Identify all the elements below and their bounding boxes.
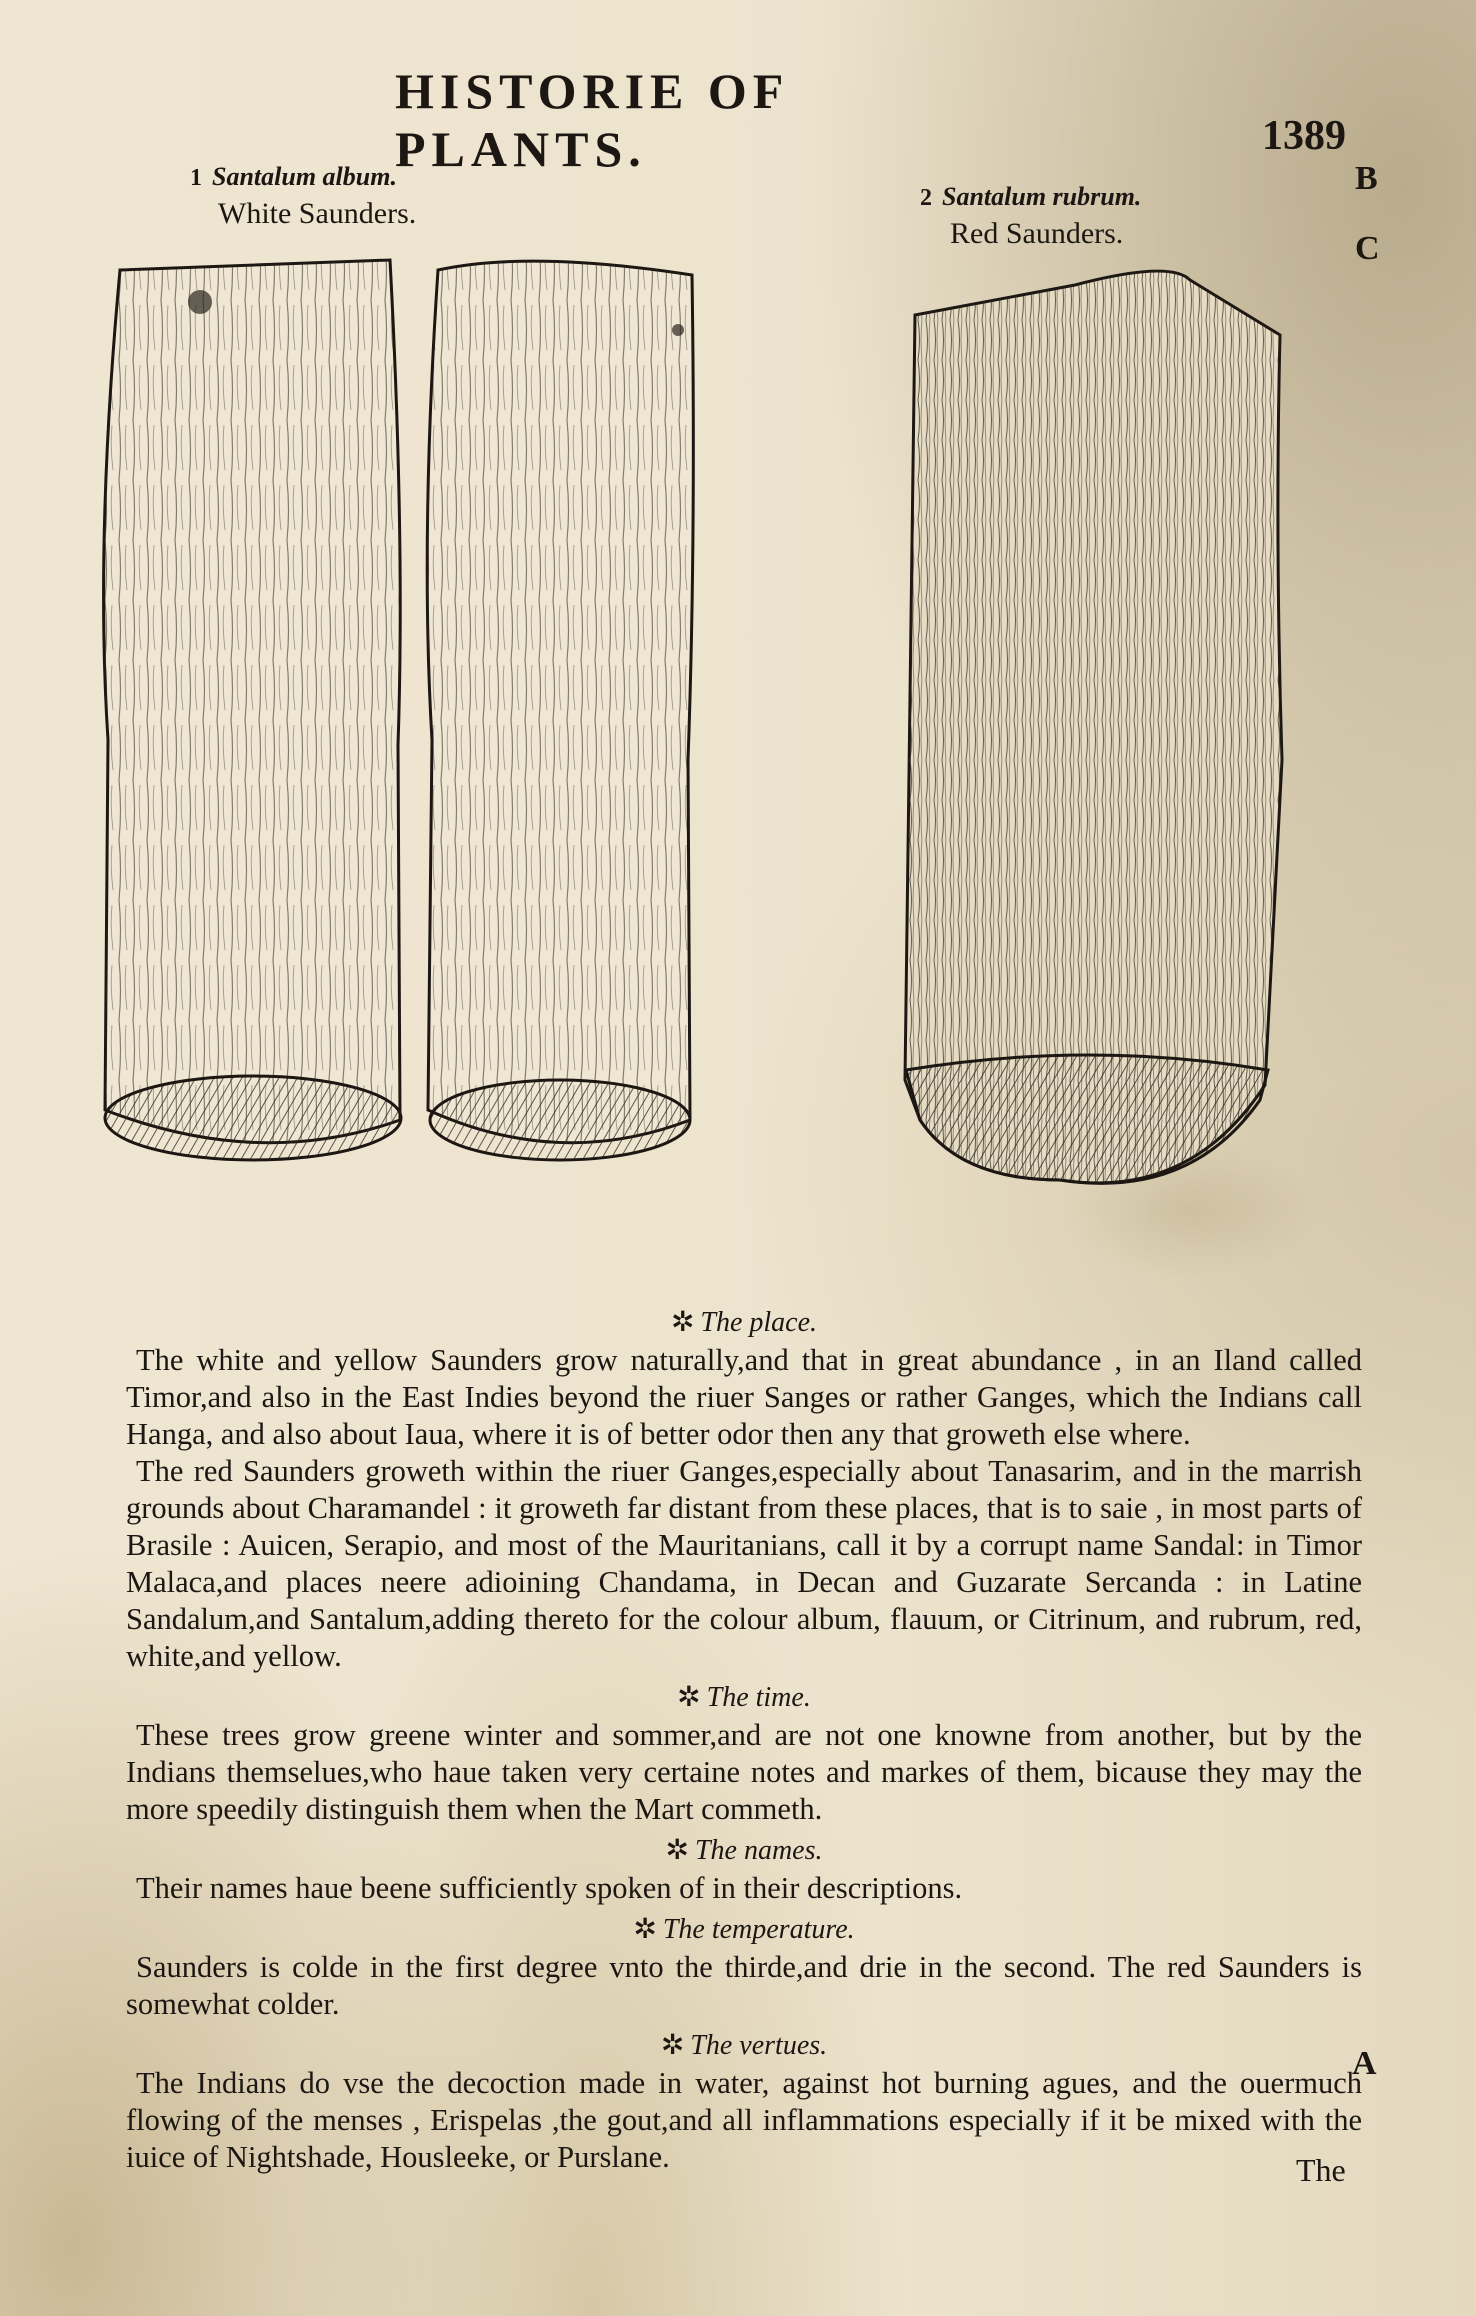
paragraph-place-1: The white and yellow Saunders grow naturally,and that in great abundance , in an Iland called Timor,and also in the East Indies beyond the riuer Sanges or rather Ganges, which the Indians call Hanga, and also about Iaua, where it is of better odor then any that groweth else where. (126, 1343, 1362, 1451)
heading-text: The place. (700, 1307, 818, 1338)
running-title: HISTORIE OF PLANTS. (395, 63, 788, 177)
figure-2-number: 2 (920, 185, 932, 211)
figure-1-latin-name: Santalum album. (212, 162, 397, 191)
paragraph-vertues: The Indians do vse the decoction made in water, against hot burning agues, and the ouermuch flowing of the menses , Erispelas ,the gout,and all inflammations especially if it be mixed with the iuice of Nightshade, Housleeke, or Purslane. (126, 2066, 1362, 2174)
body-text (126, 1300, 1362, 2176)
paragraph-time: These trees grow greene winter and sommer,and are not one knowne from another, but by the Indians themselues,who haue taken very certaine notes and markes of them, bicause they may the more speedily distinguish them when the Mart commeth. (126, 1718, 1362, 1826)
figure-1-english-name: White Saunders. (218, 197, 417, 230)
figure-1-number: 1 (190, 165, 202, 191)
catchword: The (1296, 2152, 1346, 2188)
heading-the-vertues: ✲ The vertues. (660, 2030, 828, 2061)
margin-letter-b: B (1355, 160, 1378, 197)
heading-text: The vertues. (690, 2030, 828, 2061)
heading-text: The temperature. (662, 1914, 855, 1945)
paragraph-names: Their names haue beene sufficiently spoken of in their descriptions. (136, 1871, 963, 1905)
heading-text: The names. (694, 1835, 823, 1866)
heading-the-time: ✲ The time. (677, 1682, 811, 1713)
heading-the-names: ✲ The names. (665, 1835, 823, 1866)
figure-1-caption (190, 158, 416, 232)
margin-letter-a: A (1352, 2045, 1377, 2082)
white-saunders-log-right (427, 261, 693, 1160)
red-saunders-log (905, 271, 1282, 1183)
figure-2-latin-name: Santalum rubrum. (942, 182, 1142, 211)
paragraph-place-2: The red Saunders groweth within the riuer Ganges,especially about Tanasarim, and in the marrish grounds about Charamandel : it groweth far distant from these places, that is to saie , in most parts of Brasile : Auicen, Serapio, and most of the Mauritanians, call it by a corrupt name Sandal: in Timor Malaca,and places neere adioining Chandama, in Decan and Guzarate Sercanda : in Latine Sandalum,and Santalum,adding thereto for the colour album, flauum, or Citrinum, and rubrum, red, white,and yellow. (126, 1454, 1362, 1673)
heading-the-temperature: ✲ The temperature. (633, 1914, 855, 1945)
white-saunders-log-left (104, 260, 401, 1160)
margin-letter-c: C (1355, 230, 1380, 267)
woodcut-plate (60, 240, 1320, 1220)
figure-2-english-name: Red Saunders. (950, 217, 1124, 250)
page-number: 1389 (1262, 113, 1346, 159)
paragraph-temperature: Saunders is colde in the first degree vnto the thirde,and drie in the second. The red Saunders is somewhat colder. (126, 1950, 1362, 2021)
heading-text: The time. (706, 1682, 811, 1713)
heading-the-place: ✲ The place. (670, 1307, 818, 1338)
